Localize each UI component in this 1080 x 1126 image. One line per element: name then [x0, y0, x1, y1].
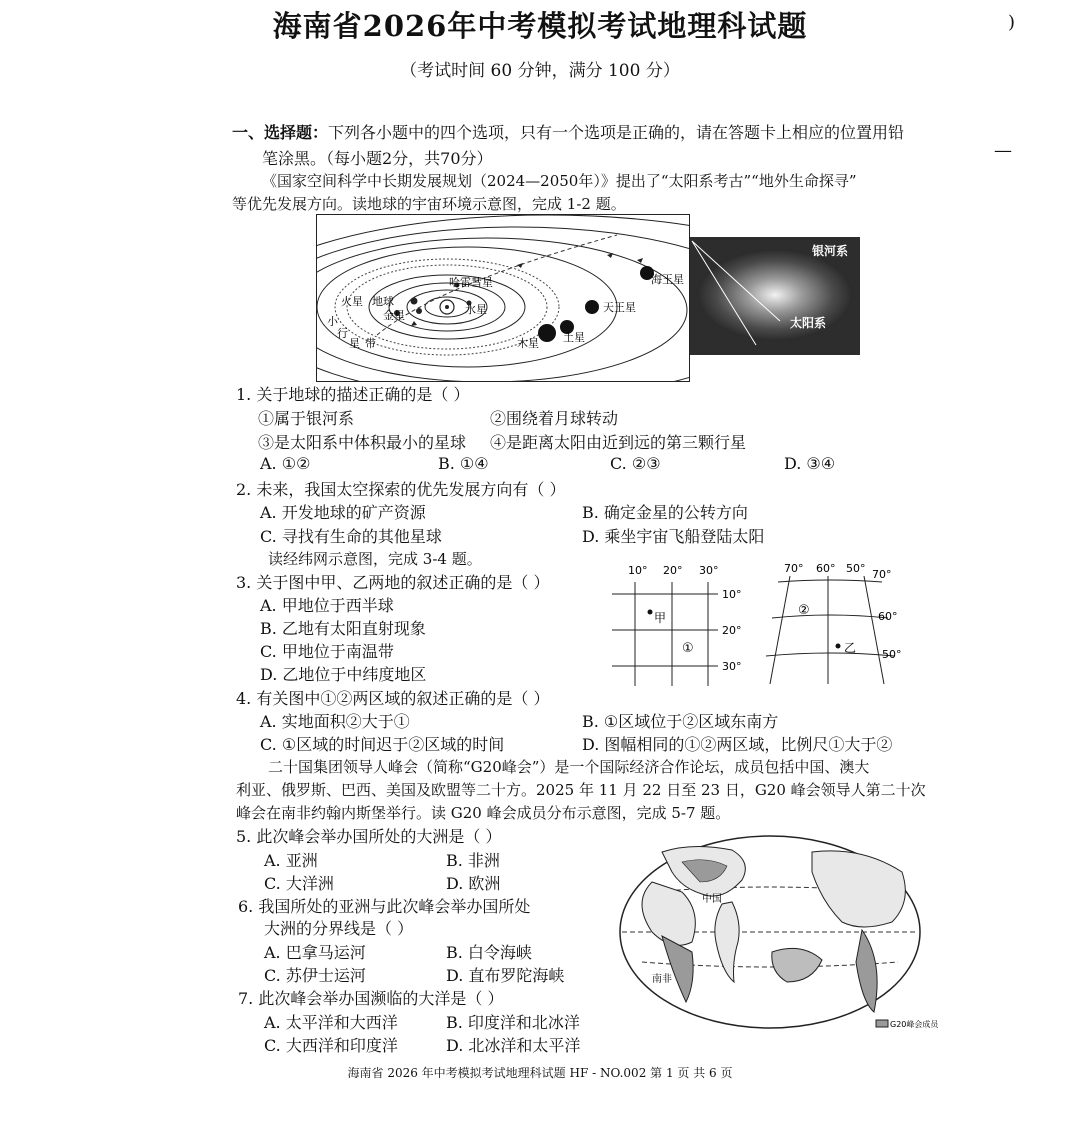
- q5-option-a: A. 亚洲: [264, 851, 318, 870]
- label-mercury: 水星: [465, 303, 487, 316]
- q6-option-a: A. 巴拿马运河: [264, 943, 366, 962]
- right-lat-3: 50°: [882, 648, 902, 661]
- galaxy-image: [690, 237, 860, 355]
- right-lon-3: 50°: [846, 562, 866, 575]
- q3-stem: 3. 关于图中甲、乙两地的叙述正确的是（ ）: [236, 573, 550, 592]
- q1-option-c: C. ②③: [610, 454, 661, 473]
- q4-option-a: A. 实地面积②大于①: [260, 712, 410, 731]
- galaxy-label: 银河系: [812, 244, 849, 258]
- passage1-line1: 《国家空间科学中长期发展规划（2024—2050年）》提出了“太阳系考古”“地外生命探寻”: [262, 172, 857, 190]
- q7-option-b: B. 印度洋和北冰洋: [446, 1013, 580, 1032]
- left-lat-2: 20°: [722, 624, 742, 637]
- label-venus: 金星: [383, 309, 405, 322]
- left-lon-1: 10°: [628, 564, 648, 577]
- q1-option-d: D. ③④: [784, 454, 836, 473]
- solar-system-diagram: [316, 214, 690, 382]
- q6-stem-2: 大洲的分界线是（ ）: [264, 919, 414, 938]
- q1-s3: ③是太阳系中体积最小的星球: [258, 433, 467, 452]
- map-label-south-africa: 南非: [652, 974, 672, 985]
- point-yi: 乙: [844, 641, 857, 655]
- section-heading: 一、选择题：: [232, 123, 329, 142]
- q6-stem-1: 6. 我国所处的亚洲与此次峰会举办国所处: [238, 897, 531, 916]
- q1-option-a: A. ①②: [260, 454, 311, 473]
- page-footer: 海南省 2026 年中考模拟考试地理科试题 HF - NO.002 第 1 页 共 6 页: [347, 1066, 733, 1080]
- passage3-line2: 利亚、俄罗斯、巴西、美国及欧盟等二十方。2025 年 11 月 22 日至 23 日，G20 峰会领导人第二十次: [236, 781, 926, 799]
- right-lon-1: 70°: [784, 562, 804, 575]
- right-lat-1: 70°: [872, 568, 892, 581]
- label-asteroid-1: 小: [327, 315, 338, 328]
- graticule-left-svg: [600, 560, 750, 688]
- graticule-right-svg: [760, 560, 910, 688]
- margin-dash: —: [994, 140, 1012, 161]
- region-2: ②: [798, 603, 810, 618]
- q6-option-c: C. 苏伊士运河: [264, 966, 366, 985]
- solar-system-svg: [317, 215, 689, 381]
- q7-stem: 7. 此次峰会举办国濒临的大洋是（ ）: [238, 989, 504, 1008]
- intro-3-4: 读经纬网示意图，完成 3-4 题。: [268, 550, 482, 568]
- q2-option-b: B. 确定金星的公转方向: [582, 503, 748, 522]
- q5-stem: 5. 此次峰会举办国所处的大洲是（ ）: [236, 827, 502, 846]
- section-heading-row: [232, 120, 904, 143]
- exam-info: （考试时间 60 分钟，满分 100 分）: [400, 61, 680, 81]
- world-map-svg: [612, 832, 942, 1040]
- label-jupiter: 木星: [517, 337, 539, 350]
- page-title: 海南省2026年中考模拟考试地理科试题: [272, 9, 808, 43]
- q3-option-c: C. 甲地位于南温带: [260, 642, 394, 661]
- graticule-left: [600, 560, 750, 688]
- label-asteroid-4: 带: [365, 337, 376, 350]
- sun-label: 太阳系: [790, 316, 827, 330]
- q1-stem: 1. 关于地球的描述正确的是（ ）: [236, 385, 470, 404]
- q7-option-a: A. 太平洋和大西洋: [264, 1013, 398, 1032]
- point-jia: 甲: [654, 611, 667, 625]
- passage3-line1: 二十国集团领导人峰会（简称“G20峰会”）是一个国际经济合作论坛，成员包括中国、澳大: [268, 758, 870, 776]
- label-mars: 火星: [341, 295, 363, 308]
- q1-s1: ①属于银河系: [258, 409, 355, 428]
- left-lat-1: 10°: [722, 588, 742, 601]
- left-lon-2: 20°: [663, 564, 683, 577]
- q1-s2: ②围绕着月球转动: [490, 409, 619, 428]
- q5-option-c: C. 大洋洲: [264, 874, 334, 893]
- left-lon-3: 30°: [699, 564, 719, 577]
- region-1: ①: [682, 641, 694, 656]
- label-halley-comet: 哈雷彗星: [449, 276, 493, 289]
- q2-option-c: C. 寻找有生命的其他星球: [260, 527, 442, 546]
- label-asteroid-2: 行: [337, 327, 348, 340]
- q7-option-c: C. 大西洋和印度洋: [264, 1036, 398, 1055]
- q4-stem: 4. 有关图中①②两区域的叙述正确的是（ ）: [236, 689, 550, 708]
- q2-option-d: D. 乘坐宇宙飞船登陆太阳: [582, 527, 765, 546]
- map-legend: G20峰会成员: [890, 1020, 939, 1029]
- graticule-right: [760, 560, 910, 688]
- map-label-china: 中国: [702, 894, 722, 905]
- q5-option-d: D. 欧洲: [446, 874, 501, 893]
- galaxy-svg: [690, 237, 860, 355]
- q5-option-b: B. 非洲: [446, 851, 500, 870]
- label-asteroid-3: 星: [349, 337, 360, 350]
- right-lon-2: 60°: [816, 562, 836, 575]
- passage1-line2: 等优先发展方向。读地球的宇宙环境示意图，完成 1-2 题。: [232, 195, 626, 213]
- q7-option-d: D. 北冰洋和太平洋: [446, 1036, 581, 1055]
- q3-option-a: A. 甲地位于西半球: [260, 596, 394, 615]
- q1-option-b: B. ①④: [438, 454, 489, 473]
- section-instructions: 下列各小题中的四个选项，只有一个选项是正确的，请在答题卡上相应的位置用铅: [328, 123, 905, 142]
- q3-option-b: B. 乙地有太阳直射现象: [260, 619, 426, 638]
- q2-stem: 2. 未来，我国太空探索的优先发展方向有（ ）: [236, 480, 566, 499]
- right-lat-2: 60°: [878, 610, 898, 623]
- label-earth: 地球: [372, 295, 394, 308]
- label-uranus: 天王星: [603, 301, 636, 314]
- q6-option-d: D. 直布罗陀海峡: [446, 966, 565, 985]
- q3-option-d: D. 乙地位于中纬度地区: [260, 665, 427, 684]
- label-neptune: 海王星: [651, 273, 684, 286]
- q4-option-b: B. ①区域位于②区域东南方: [582, 712, 779, 731]
- section-instructions-2: 笔涂黑。（每小题2分，共70分）: [262, 149, 493, 168]
- label-saturn: 土星: [563, 331, 585, 344]
- q1-s4: ④是距离太阳由近到远的第三颗行星: [490, 433, 747, 452]
- left-lat-3: 30°: [722, 660, 742, 673]
- passage3-line3: 峰会在南非约翰内斯堡举行。读 G20 峰会成员分布示意图，完成 5-7 题。: [236, 804, 731, 822]
- q2-option-a: A. 开发地球的矿产资源: [260, 503, 426, 522]
- q6-option-b: B. 白令海峡: [446, 943, 532, 962]
- g20-world-map: [612, 832, 942, 1040]
- margin-paren: ): [1008, 12, 1016, 33]
- q4-option-d: D. 图幅相同的①②两区域，比例尺①大于②: [582, 735, 893, 754]
- q4-option-c: C. ①区域的时间迟于②区域的时间: [260, 735, 505, 754]
